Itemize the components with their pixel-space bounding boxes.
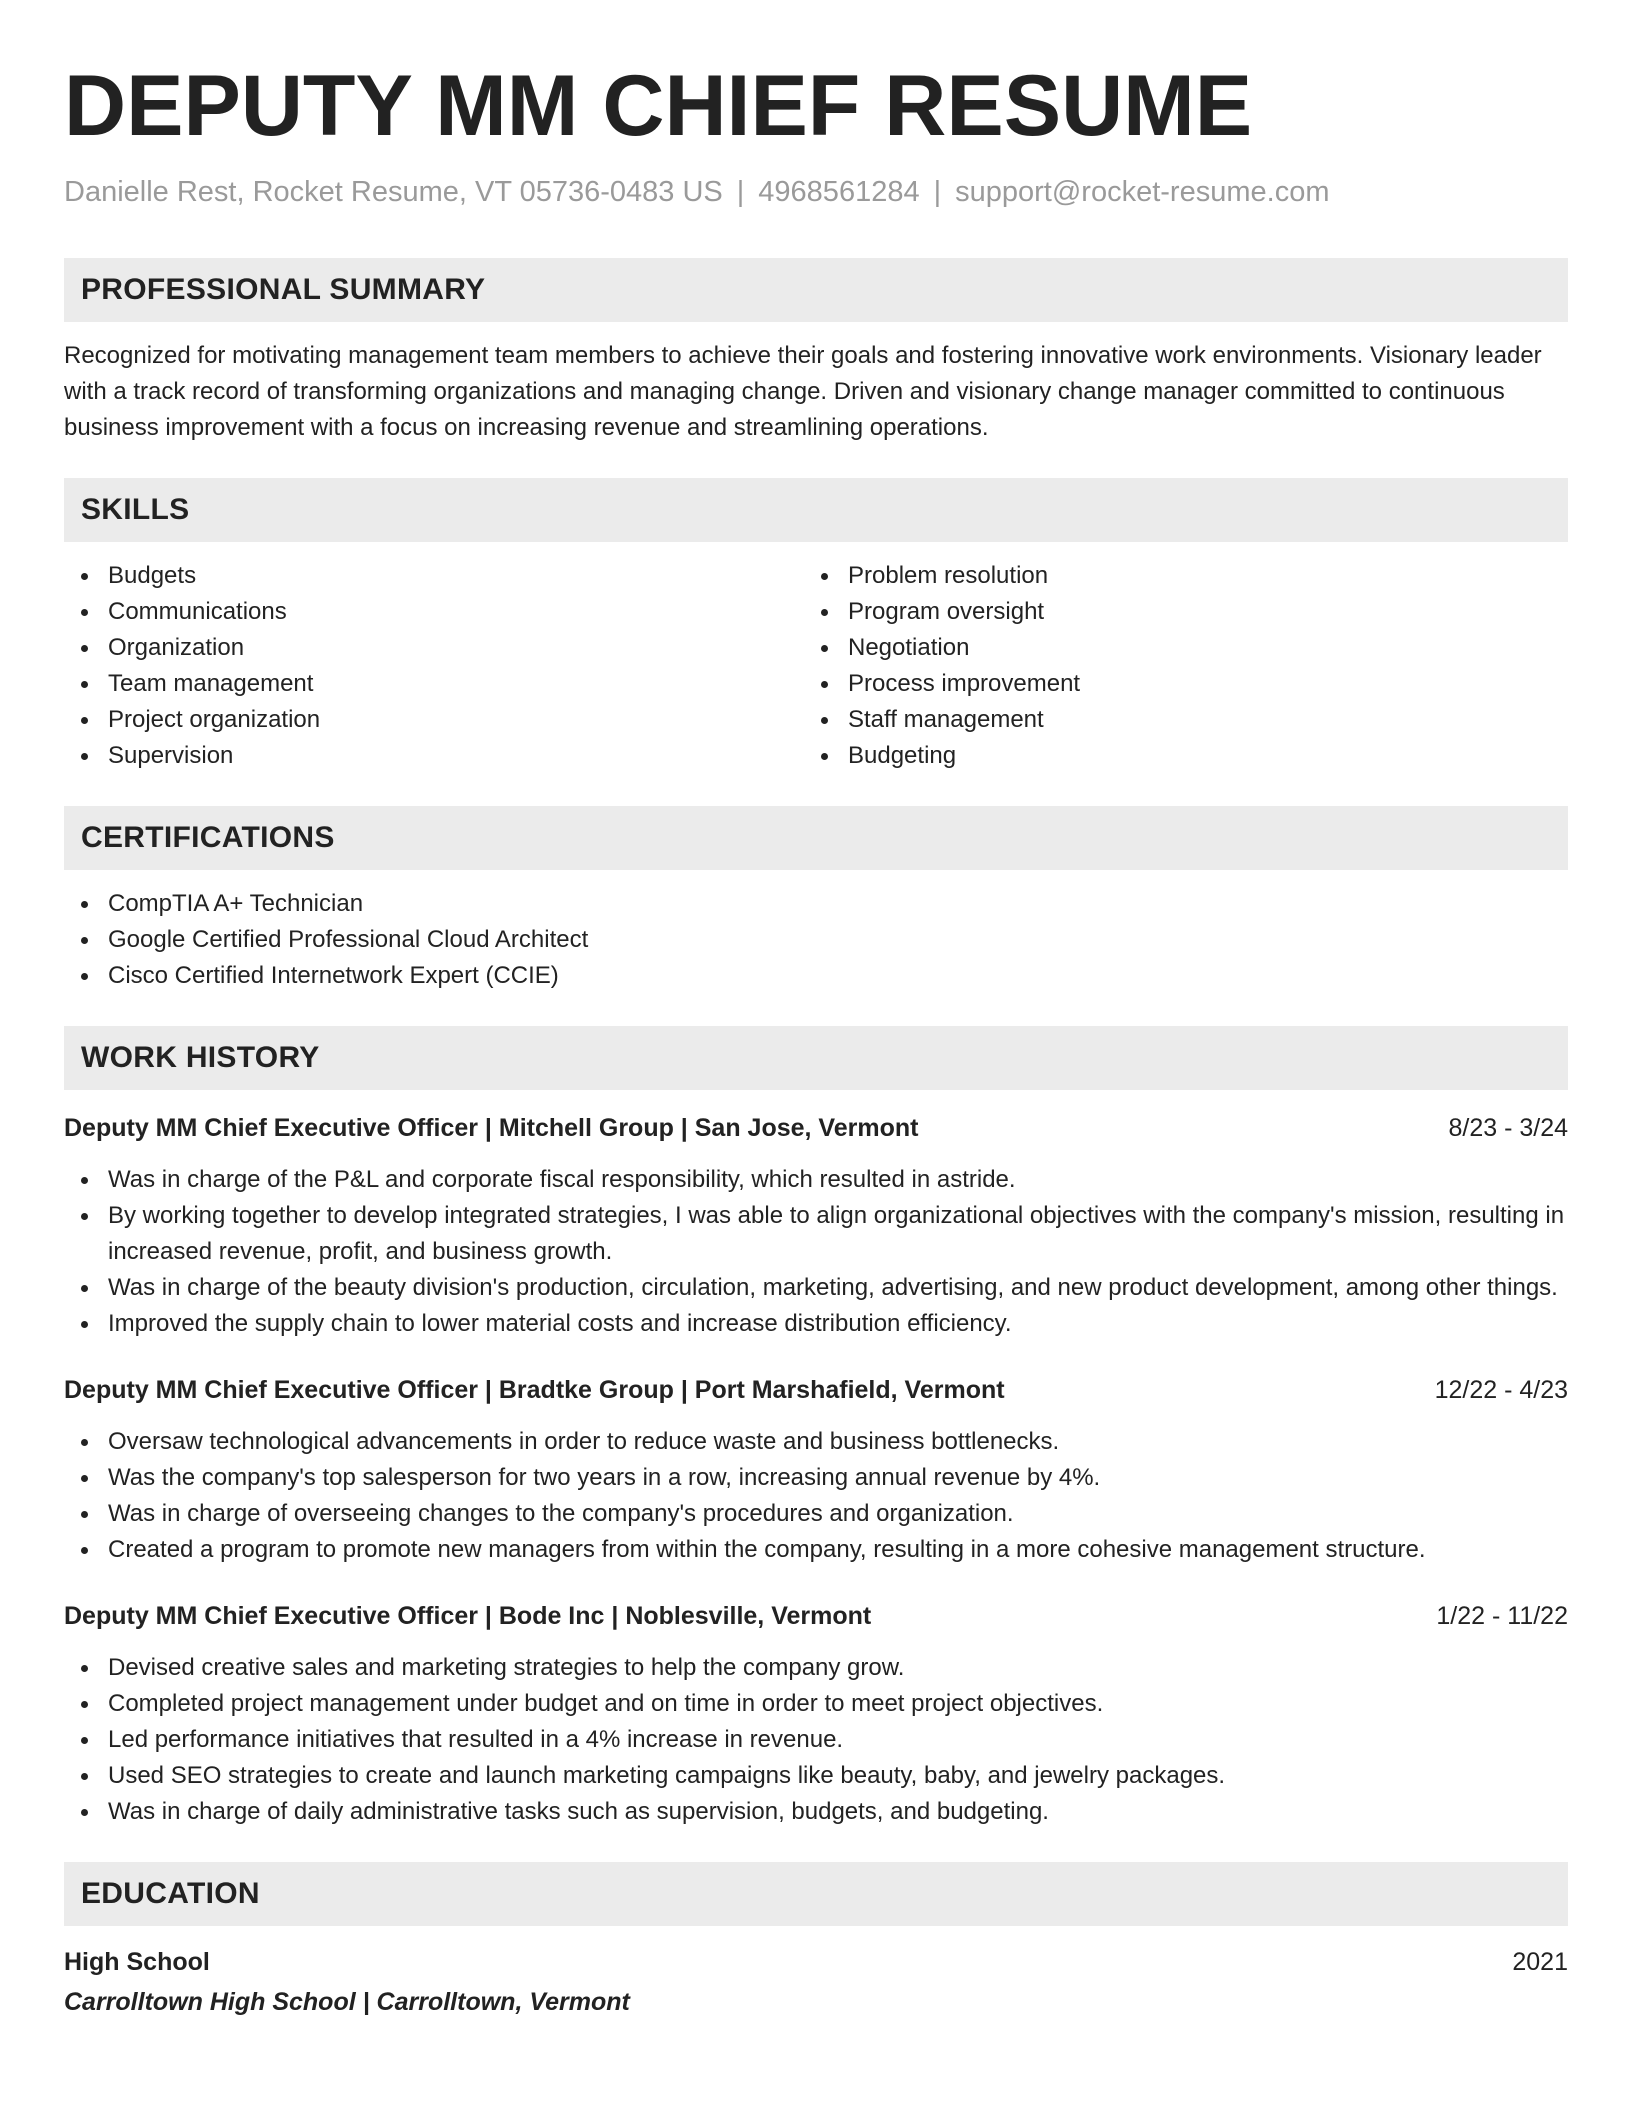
section-heading: SKILLS <box>64 478 1568 542</box>
section-heading: PROFESSIONAL SUMMARY <box>64 258 1568 322</box>
skill-item: Negotiation <box>804 630 1544 666</box>
certification-item: CompTIA A+ Technician <box>64 886 1568 922</box>
skills-left-list <box>64 558 804 774</box>
section-certifications <box>64 806 1568 994</box>
job-entry <box>64 1110 1568 1342</box>
job-bullet: Was in charge of daily administrative tasks such as supervision, budgets, and budgeting. <box>64 1794 1568 1830</box>
section-skills <box>64 478 1568 774</box>
job-bullet: Used SEO strategies to create and launch marketing campaigns like beauty, baby, and jewelry packages. <box>64 1758 1568 1794</box>
job-header <box>64 1598 1568 1634</box>
section-work-history <box>64 1026 1568 1830</box>
job-entry <box>64 1372 1568 1568</box>
job-dates: 12/22 - 4/23 <box>1434 1376 1568 1404</box>
contact-line <box>64 174 1568 210</box>
job-bullets <box>64 1650 1568 1830</box>
certifications-list <box>64 886 1568 994</box>
skill-item: Supervision <box>64 738 804 774</box>
job-dates: 1/22 - 11/22 <box>1436 1602 1568 1630</box>
section-heading: EDUCATION <box>64 1862 1568 1926</box>
skill-item: Project organization <box>64 702 804 738</box>
job-bullet: Led performance initiatives that resulted in a 4% increase in revenue. <box>64 1722 1568 1758</box>
education-header <box>64 1944 1568 1980</box>
section-heading: CERTIFICATIONS <box>64 806 1568 870</box>
summary-text: Recognized for motivating management team members to achieve their goals and fostering innovative work environments. Visionary leader with a track record of transforming organizations and managing change. Driven and visionary change manager committed to continuous business improvement with a focus on increasing revenue and streamlining operations. <box>64 342 1542 441</box>
job-dates: 8/23 - 3/24 <box>1448 1114 1568 1142</box>
skill-item: Budgets <box>64 558 804 594</box>
job-bullet: Was the company's top salesperson for two years in a row, increasing annual revenue by 4%. <box>64 1460 1568 1496</box>
job-header <box>64 1110 1568 1146</box>
job-title: Deputy MM Chief Executive Officer | Mitchell Group | San Jose, Vermont <box>64 1114 919 1142</box>
section-heading: WORK HISTORY <box>64 1026 1568 1090</box>
job-bullet: Was in charge of the beauty division's production, circulation, marketing, advertising, and new product development, among other things. <box>64 1270 1568 1306</box>
skill-item: Budgeting <box>804 738 1544 774</box>
skill-item: Staff management <box>804 702 1544 738</box>
contact-phone: 4968561284 <box>758 176 920 208</box>
job-title: Deputy MM Chief Executive Officer | Bradtke Group | Port Marshafield, Vermont <box>64 1376 1005 1404</box>
education-school: Carrolltown High School | Carrolltown, Vermont <box>64 1988 630 2016</box>
job-bullet: Oversaw technological advancements in order to reduce waste and business bottlenecks. <box>64 1424 1568 1460</box>
skill-item: Organization <box>64 630 804 666</box>
job-bullets <box>64 1424 1568 1568</box>
certification-item: Cisco Certified Internetwork Expert (CCIE) <box>64 958 1568 994</box>
job-bullet: Was in charge of the P&L and corporate fiscal responsibility, which resulted in astride. <box>64 1162 1568 1198</box>
job-bullet: Improved the supply chain to lower material costs and increase distribution efficiency. <box>64 1306 1568 1342</box>
contact-separator: | <box>736 176 745 208</box>
education-year: 2021 <box>1512 1948 1568 1976</box>
job-bullets <box>64 1162 1568 1342</box>
job-header <box>64 1372 1568 1408</box>
job-bullet: By working together to develop integrated strategies, I was able to align organizational objectives with the company's mission, resulting in increased revenue, profit, and business growth. <box>64 1198 1568 1270</box>
job-bullet: Completed project management under budget and on time in order to meet project objectives. <box>64 1686 1568 1722</box>
contact-address: Danielle Rest, Rocket Resume, VT 05736-0483 US <box>64 176 723 208</box>
contact-separator: | <box>933 176 942 208</box>
education-degree: High School <box>64 1948 210 1976</box>
certification-item: Google Certified Professional Cloud Architect <box>64 922 1568 958</box>
contact-email: support@rocket-resume.com <box>955 176 1330 208</box>
skills-columns <box>64 558 1568 774</box>
education-entry <box>64 1944 1568 2020</box>
section-summary <box>64 258 1568 446</box>
skill-item: Program oversight <box>804 594 1544 630</box>
skill-item: Communications <box>64 594 804 630</box>
job-bullet: Devised creative sales and marketing strategies to help the company grow. <box>64 1650 1568 1686</box>
job-entry <box>64 1598 1568 1830</box>
skill-item: Process improvement <box>804 666 1544 702</box>
section-education <box>64 1862 1568 2020</box>
skills-right-list <box>804 558 1544 774</box>
job-bullet: Created a program to promote new managers from within the company, resulting in a more cohesive management structure. <box>64 1532 1568 1568</box>
job-bullet: Was in charge of overseeing changes to the company's procedures and organization. <box>64 1496 1568 1532</box>
skill-item: Problem resolution <box>804 558 1544 594</box>
resume-title: DEPUTY MM CHIEF RESUME <box>64 58 1253 154</box>
skill-item: Team management <box>64 666 804 702</box>
job-title: Deputy MM Chief Executive Officer | Bode Inc | Noblesville, Vermont <box>64 1602 872 1630</box>
